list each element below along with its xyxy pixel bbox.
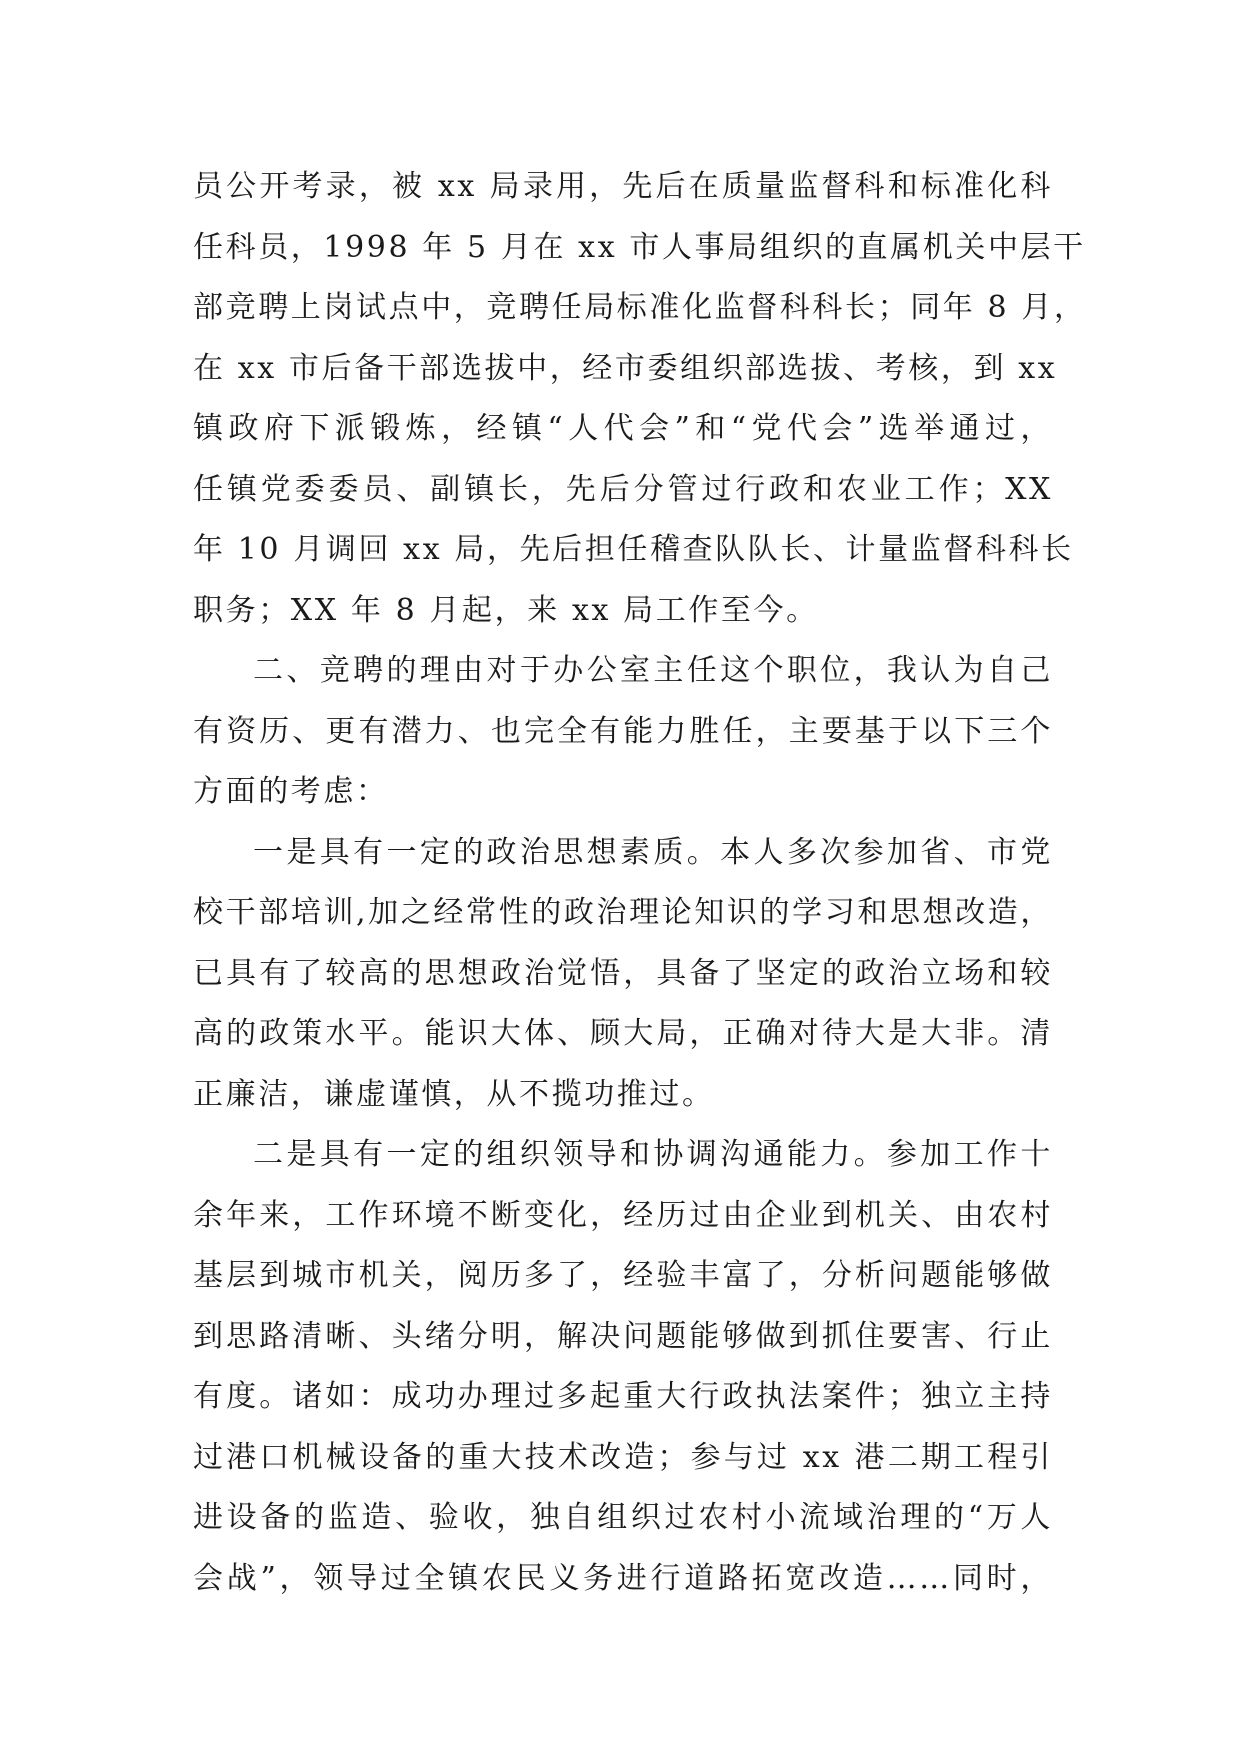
text-line: 校干部培训,加之经常性的政治理论知识的学习和思想改造， xyxy=(193,895,1053,930)
text-line: 会战”，领导过全镇农民义务进行道路拓宽改造……同时， xyxy=(193,1560,1053,1596)
text-line: 职务；XX 年 8 月起，来 xx 局工作至今。 xyxy=(193,592,819,628)
text-line: 任镇党委委员、副镇长，先后分管过行政和农业工作；XX xyxy=(193,471,1053,507)
text-line: 余年来，工作环境不断变化，经历过由企业到机关、由农村 xyxy=(193,1197,1053,1233)
text-line: 有度。诸如：成功办理过多起重大行政执法案件；独立主持 xyxy=(193,1379,1053,1414)
text-line: 到思路清晰、头绪分明，解决问题能够做到抓住要害、行止 xyxy=(193,1318,1053,1354)
text-line: 有资历、更有潜力、也完全有能力胜任，主要基于以下三个 xyxy=(193,713,1053,749)
text-line: 方面的考虑： xyxy=(193,774,389,809)
text-line: 进设备的监造、验收，独自组织过农村小流域治理的“万人 xyxy=(193,1500,1053,1535)
text-line: 在 xx 市后备干部选拔中，经市委组织部选拔、考核，到 xx xyxy=(193,350,1058,386)
text-line: 正廉洁，谦虚谨慎，从不揽功推过。 xyxy=(193,1076,715,1112)
text-line: 员公开考录，被 xx 局录用，先后在质量监督科和标准化科 xyxy=(193,169,1053,204)
text-line: 部竞聘上岗试点中，竞聘任局标准化监督科科长；同年 8 月， xyxy=(193,290,1087,325)
text-line: 过港口机械设备的重大技术改造；参与过 xx 港二期工程引 xyxy=(193,1439,1053,1475)
text-line: 二、竞聘的理由对于办公室主任这个职位，我认为自己 xyxy=(253,653,1053,688)
text-line: 一是具有一定的政治思想素质。本人多次参加省、市党 xyxy=(253,834,1053,870)
body-text xyxy=(193,157,1087,1609)
text-line: 二是具有一定的组织领导和协调沟通能力。参加工作十 xyxy=(253,1137,1053,1172)
text-line: 已具有了较高的思想政治觉悟，具备了坚定的政治立场和较 xyxy=(193,955,1053,991)
text-line: 基层到城市机关，阅历多了，经验丰富了，分析问题能够做 xyxy=(193,1258,1053,1293)
text-line: 任科员，1998 年 5 月在 xx 市人事局组织的直属机关中层干 xyxy=(193,229,1086,265)
text-line: 高的政策水平。能识大体、顾大局，正确对待大是大非。清 xyxy=(193,1016,1053,1051)
text-line: 镇政府下派锻炼，经镇“人代会”和“党代会”选举通过， xyxy=(193,411,1053,446)
text-line: 年 10 月调回 xx 局，先后担任稽查队队长、计量监督科科长 xyxy=(193,532,1074,567)
